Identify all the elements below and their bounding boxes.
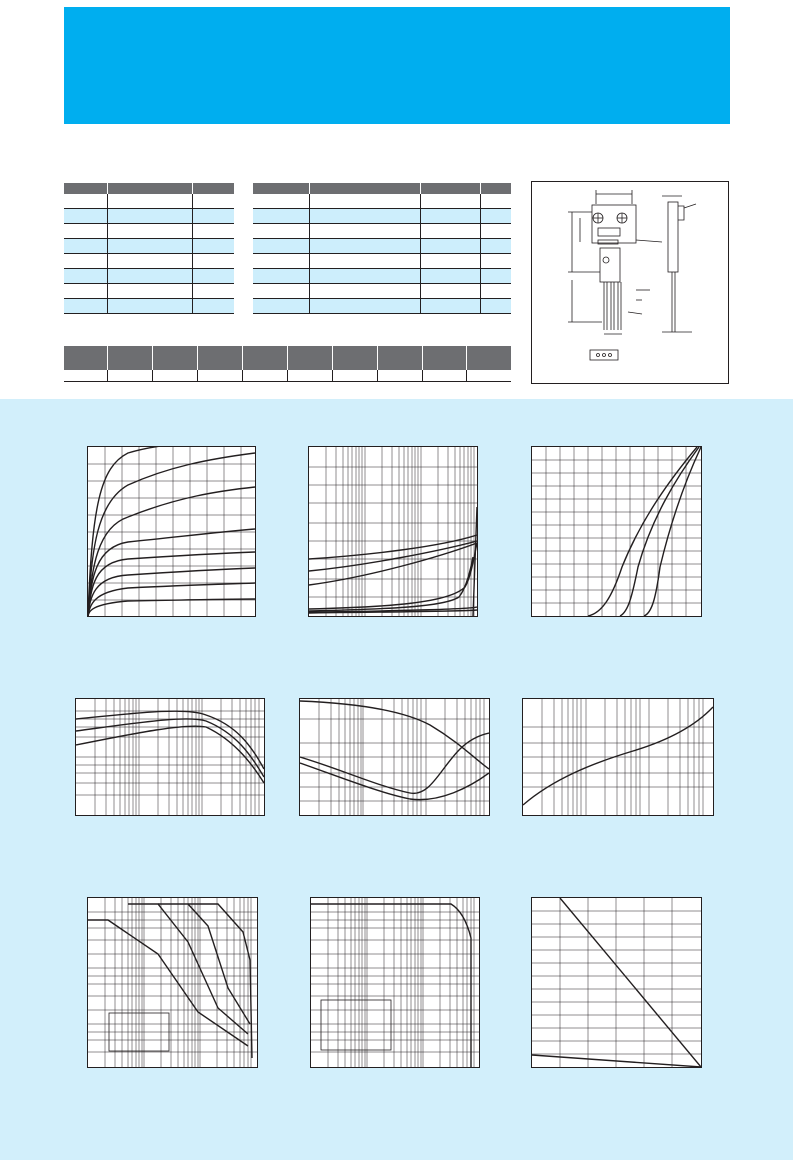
table-row (253, 269, 511, 284)
reverse-bias-soa-graph (310, 897, 480, 1068)
table-row (64, 254, 234, 269)
ic-vce-characteristics-graph (87, 446, 256, 617)
table-row (253, 254, 511, 269)
table-row (64, 370, 511, 382)
table-row (64, 194, 234, 209)
ic-vbe-temperature-graph (531, 446, 702, 617)
table-row (253, 224, 511, 239)
table-header-row (64, 346, 511, 370)
table-row (253, 284, 511, 299)
fe-ie-graph (522, 698, 714, 816)
table-row (253, 299, 511, 314)
table-row (64, 284, 234, 299)
power-derating-graph (531, 897, 702, 1068)
hfe-rank-table (64, 346, 511, 382)
electrical-characteristics-table (253, 183, 511, 314)
table-row (64, 209, 234, 224)
table-row (253, 239, 511, 254)
characteristic-curves-area (0, 399, 793, 1160)
vbe-sat-ic-graph (299, 698, 490, 816)
table-row (64, 239, 234, 254)
package-outline-drawing (531, 181, 729, 384)
package-body (600, 248, 620, 282)
table-row (253, 194, 511, 209)
package-tab (592, 205, 636, 243)
pinout-diagram (590, 350, 618, 360)
vce-sat-ib-graph (308, 446, 478, 617)
hfe-ic-graph (75, 698, 265, 816)
table-row (64, 269, 234, 284)
absolute-ratings-table (64, 183, 234, 314)
table-header-row (64, 183, 234, 194)
safe-operating-area-graph (87, 897, 258, 1068)
table-header-row (253, 183, 511, 194)
table-row (64, 299, 234, 314)
table-row (253, 209, 511, 224)
table-row (64, 224, 234, 239)
rbsoa-legend-box (321, 1000, 391, 1050)
header-band (64, 7, 730, 124)
